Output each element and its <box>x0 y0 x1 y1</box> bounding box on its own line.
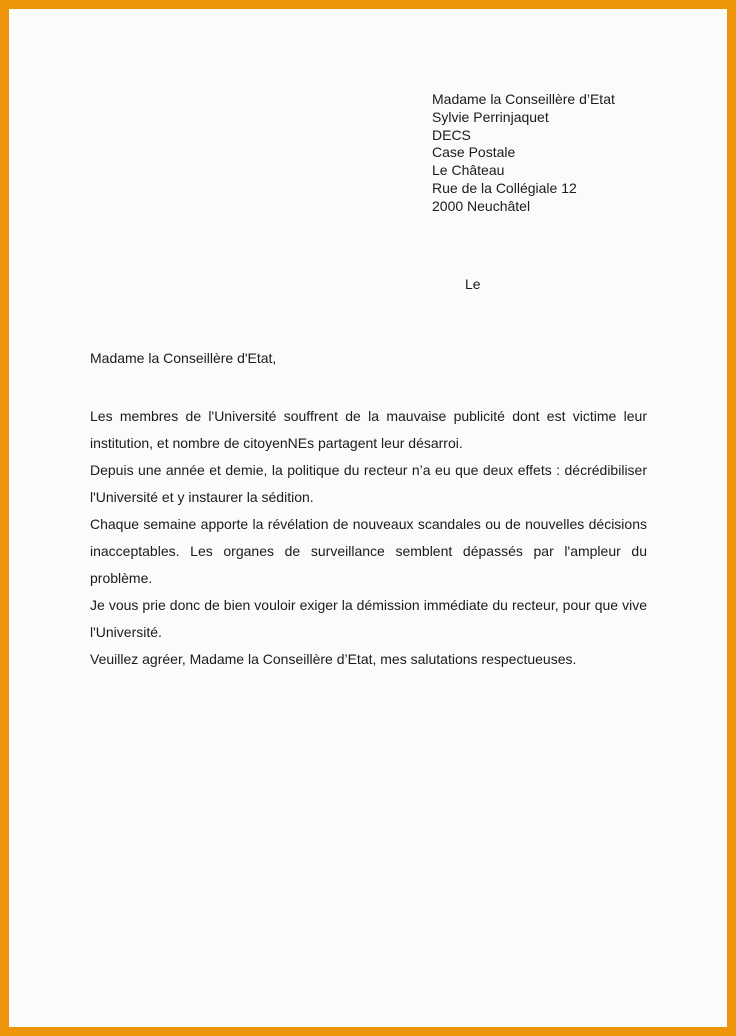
recipient-line: DECS <box>432 126 471 143</box>
recipient-line: Case Postale <box>432 144 516 161</box>
body-paragraph: Je vous prie donc de bien vouloir exiger la démission immédiate du recteur, pour que vive l'Université. <box>90 597 647 640</box>
date-line: Le <box>465 276 481 292</box>
body-paragraph: Les membres de l'Université souffrent de la mauvaise publicité dont est victime leur institution, et nombre de citoyenNEs partagent leur désarroi. <box>90 408 647 451</box>
salutation: Madame la Conseillère d'Etat, <box>90 350 277 366</box>
body-paragraph: Chaque semaine apporte la révélation de nouveaux scandales ou de nouvelles décisions inacceptables. Les organes de surveillance semblent dépassés par l'ampleur du problème. <box>90 516 647 586</box>
recipient-line: Madame la Conseillère d’Etat <box>432 91 615 107</box>
recipient-address-block <box>432 91 615 216</box>
recipient-line: Le Château <box>432 162 505 179</box>
recipient-line: 2000 Neuchâtel <box>432 197 531 214</box>
body-paragraph: Depuis une année et demie, la politique du recteur n’a eu que deux effets : décrédibiliser l'Université et y instaurer la sédition. <box>90 462 647 505</box>
letter-body <box>90 403 647 673</box>
body-paragraph: Veuillez agréer, Madame la Conseillère d’Etat, mes salutations respectueuses. <box>90 651 577 667</box>
recipient-line: Rue de la Collégiale 12 <box>432 179 577 196</box>
recipient-line: Sylvie Perrinjaquet <box>432 108 549 125</box>
